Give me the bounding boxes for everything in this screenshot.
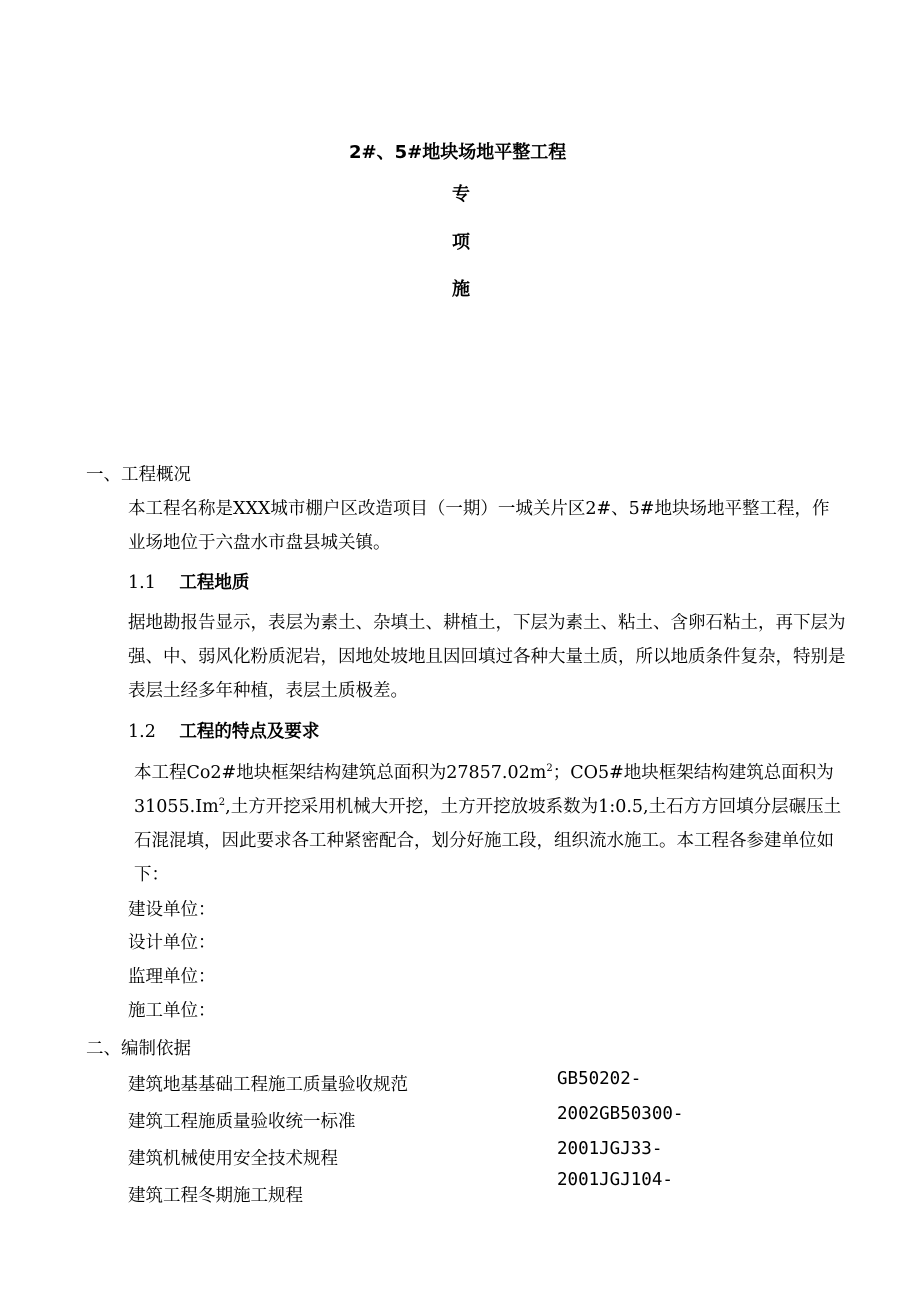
standard-code: 2001JGJ33- — [557, 1139, 663, 1159]
vertical-title-char: 施 — [452, 279, 470, 300]
subsection-1-2 — [128, 718, 319, 743]
unit-supervision: 监理单位： — [128, 967, 216, 987]
features-text: 本工程Co2#地块框架结构建筑总面积为$27857.02m^2$；CO5#地块框架结构建筑总面积为31055.Im$^2$,土方开挖采用机械大开挖，土方开挖放坡系数为1:0.5,土石方方回填分层碾压土石混混填，因此要求各工种紧密配合，划分好施工段，组织流水施工。本工程各参建单位如下： — [134, 763, 842, 885]
unit-construction: 建设单位： — [128, 900, 216, 920]
standard-code: GB50202- — [557, 1069, 642, 1089]
subsection-number: 1.2 — [128, 722, 156, 742]
standard-item: 建筑地基基础工程施工质量验收规范 — [128, 1075, 408, 1095]
standard-item: 建筑机械使用安全技术规程 — [128, 1149, 338, 1169]
document-title: 2#、5#地块场地平整工程 — [349, 142, 567, 163]
unit-design: 设计单位： — [128, 933, 216, 953]
standard-code: 2002GB50300- — [557, 1104, 684, 1124]
standard-item: 建筑工程施质量验收统一标准 — [128, 1112, 356, 1132]
vertical-title-char: 专 — [452, 184, 470, 205]
project-intro-paragraph — [86, 492, 846, 560]
unit-contractor: 施工单位： — [128, 1001, 216, 1021]
features-paragraph — [86, 756, 846, 892]
standard-item: 建筑工程冬期施工规程 — [128, 1186, 303, 1206]
standard-code: 2001JGJ104- — [557, 1170, 673, 1190]
project-intro-text: 本工程名称是XXX城市棚户区改造项目（一期）一城关片区2#、5#地块场地平整工程，作业场地位于六盘水市盘县城关镇。 — [128, 499, 830, 553]
subsection-title: 工程的特点及要求 — [179, 722, 320, 742]
subsection-number: 1.1 — [128, 573, 156, 593]
subsection-1-1 — [128, 569, 249, 594]
geology-text: 据地勘报告显示，表层为素土、杂填土、耕植土，下层为素土、粘土、含卵石粘土，再下层为强、中、弱风化粉质泥岩，因地处坡地且因回填过各种大量土质，所以地质条件复杂，特别是表层土经多年种植，表层土质极差。 — [128, 613, 846, 701]
section2-heading: 二、编制依据 — [86, 1039, 191, 1059]
geology-paragraph — [86, 606, 846, 708]
subsection-title: 工程地质 — [179, 573, 250, 593]
vertical-title-char: 项 — [452, 232, 470, 253]
section1-heading: 一、工程概况 — [86, 465, 191, 485]
